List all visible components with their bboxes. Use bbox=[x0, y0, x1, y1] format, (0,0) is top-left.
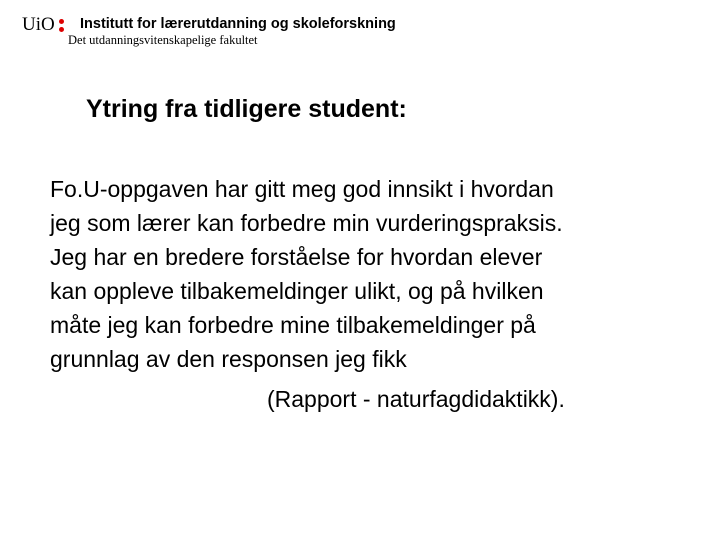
uio-logo-colon-icon bbox=[59, 17, 65, 33]
student-quote bbox=[50, 172, 700, 376]
quote-line: kan oppleve tilbakemeldinger ulikt, og på hvilken bbox=[50, 278, 544, 304]
institute-name: Institutt for lærerutdanning og skoleforskning bbox=[80, 16, 396, 32]
quote-line: grunnlag av den responsen jeg fikk bbox=[50, 346, 407, 372]
quote-line: jeg som lærer kan forbedre min vurderingspraksis. bbox=[50, 210, 563, 236]
quote-line: måte jeg kan forbedre mine tilbakemeldinger på bbox=[50, 312, 536, 338]
uio-logo: UiO bbox=[22, 14, 55, 35]
logo-dot-top bbox=[59, 19, 64, 24]
slide-title: Ytring fra tidligere student: bbox=[86, 95, 407, 123]
quote-line: Jeg har en bredere forståelse for hvordan elever bbox=[50, 244, 543, 270]
logo-dot-bottom bbox=[59, 27, 64, 32]
faculty-name: Det utdanningsvitenskapelige fakultet bbox=[68, 33, 258, 47]
institution-header bbox=[22, 12, 582, 52]
quote-line: Fo.U-oppgaven har gitt meg god innsikt i hvordan bbox=[50, 176, 554, 202]
quote-source: (Rapport - naturfagdidaktikk). bbox=[267, 386, 565, 412]
